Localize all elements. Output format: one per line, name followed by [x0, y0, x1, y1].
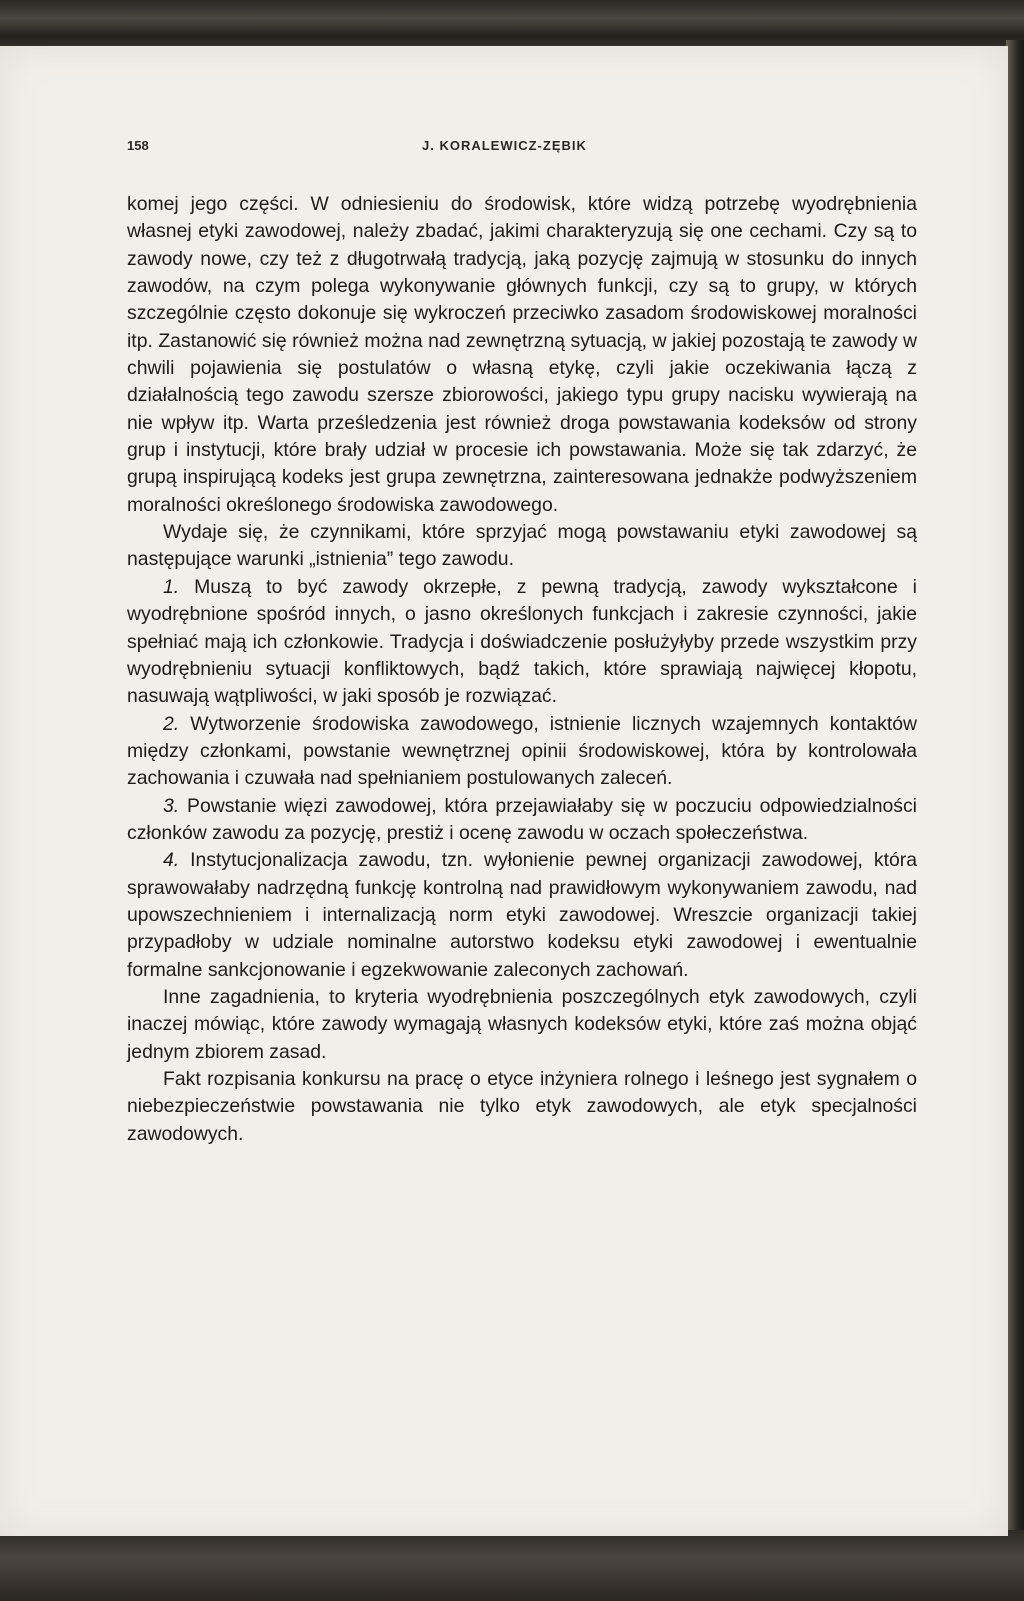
book-page	[0, 46, 1008, 1536]
paragraph-3	[127, 984, 917, 1066]
list-number: 1.	[163, 575, 180, 598]
page-header	[127, 134, 917, 158]
scan-edge-top	[0, 0, 1024, 52]
list-number: 3.	[163, 794, 180, 817]
list-item-2	[127, 711, 917, 793]
paragraph-text: Inne zagadnienia, to kryteria wyodrębnienia poszczególnych etyk zawodowych, czyli inaczej mówiąc, które zawody wymagają własnych kodeksów etyki, które zaś można objąć jednym zbiorem zasad.	[127, 985, 917, 1063]
paragraph-text: Wydaje się, że czynnikami, które sprzyjać mogą powstawaniu etyki zawodowej są następujące warunki „istnienia” tego zawodu.	[127, 521, 917, 571]
page-number: 158	[127, 138, 149, 153]
list-item-text: Muszą to być zawody okrzepłe, z pewną tradycją, zawody wykształcone i wyodrębnione spośród innych, o jasno określonych funkcjach i zakresie czynności, jakie spełniać mają ich członkowie. Tradycja i doświadczenie posłużyłyby przede wszystkim przy wyodrębnieniu sytuacji konfliktowych, bądź takich, które sprawiają najwięcej kłopotu, nasuwają wątpliwości, w jaki sposób je rozwiązać.	[127, 575, 917, 708]
list-item-4	[127, 847, 917, 984]
running-head: J. KORALEWICZ-ZĘBIK	[422, 138, 587, 153]
scan-edge-right	[1006, 40, 1024, 1540]
paragraph-text: komej jego części. W odniesieniu do środowisk, które widzą potrzebę wyodrębnienia własnej etyki zawodowej, należy zbadać, jakimi charakteryzują się one cechami. Czy są to zawody nowe, czy też z długotrwałą tradycją, jaką pozycję zajmują w stosunku do innych zawodów, na czym polega wykonywanie głównych funkcji, czy są to grupy, w których szczególnie często dokonuje się wykroczeń przeciwko zasadom środowiskowej moralności itp. Zastanowić się również można nad zewnętrzną sytuacją, w jakiej pozostają te zawody w chwili pojawienia się postulatów o własną etykę, czyli jakie oczekiwania łączą z działalnością tego zawodu szersze zbiorowości, jakiego typu grupy nacisku wywierają na nie wpływ itp. Warta prześledzenia jest również droga powstawania kodeksów od strony grup i instytucji, które brały udział w procesie ich powstawania. Może się tak zdarzyć, że grupą inspirującą kodeks jest grupa zewnętrzna, zainteresowana jednakże podwyższeniem moralności określonego środowiska zawodowego.	[127, 193, 917, 516]
list-item-text: Wytworzenie środowiska zawodowego, istnienie licznych wzajemnych kontaktów między członkami, powstanie wewnętrznej opinii środowiskowej, która by kontrolowała zachowania i czuwała nad spełnianiem postulowanych zaleceń.	[127, 712, 918, 790]
list-number: 4.	[163, 849, 180, 872]
list-item-text: Powstanie więzi zawodowej, która przejawiałaby się w poczuciu odpowiedzialności członków zawodu za pozycję, prestiż i ocenę zawodu w oczach społeczeństwa.	[127, 794, 917, 844]
paragraph-text: Fakt rozpisania konkursu na pracę o etyce inżyniera rolnego i leśnego jest sygnałem o niebezpieczeństwie powstawania nie tylko etyk zawodowych, ale etyk specjalności zawodowych.	[127, 1068, 917, 1145]
list-number: 2.	[163, 712, 180, 735]
paragraph-1	[127, 191, 917, 519]
list-item-3	[127, 793, 917, 848]
scan-edge-bottom	[0, 1530, 1024, 1601]
list-item-1	[127, 574, 917, 711]
body-text	[127, 191, 917, 1148]
list-item-text: Instytucjonalizacja zawodu, tzn. wyłonienie pewnej organizacji zawodowej, która sprawowałaby nadrzędną funkcję kontrolną nad prawidłowym wykonywaniem zawodu, nad upowszechnieniem i internalizacją norm etyki zawodowej. Wreszcie organizacji takiej przypadłoby w udziale nominalne autorstwo kodeksu etyki zawodowej i ewentualnie formalne sankcjonowanie i egzekwowanie zaleconych zachowań.	[127, 849, 917, 981]
paragraph-2	[127, 519, 917, 574]
paragraph-4	[127, 1066, 917, 1148]
